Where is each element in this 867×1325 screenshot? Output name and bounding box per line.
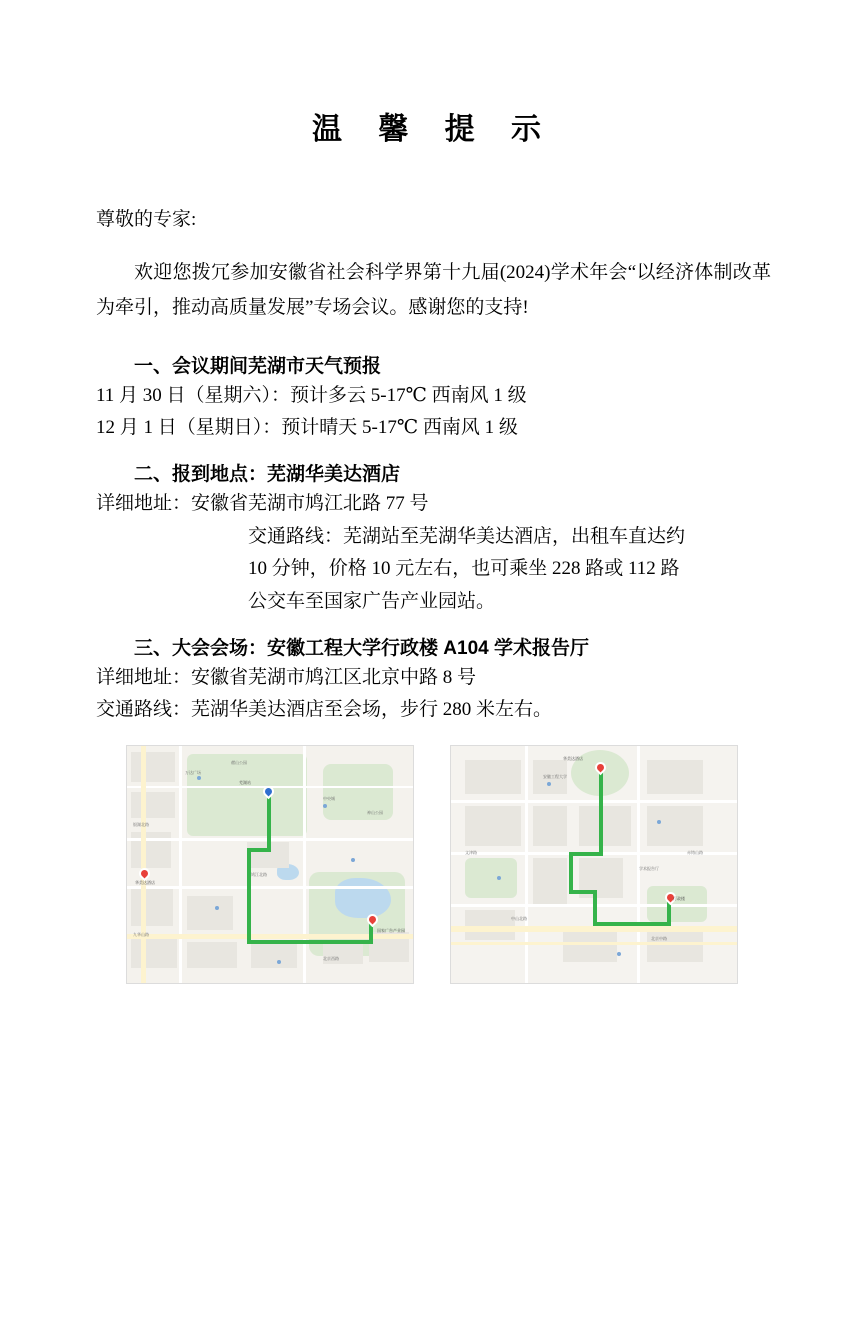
- map1-block: [251, 942, 297, 968]
- map1-label-2: 中央城: [323, 796, 335, 802]
- map1-block: [187, 942, 237, 968]
- map2-block: [647, 760, 703, 794]
- map2-block: [563, 932, 617, 962]
- map2-block: [533, 858, 567, 904]
- map2-label-7: 赤铸山路: [687, 850, 703, 856]
- map-route-hotel-to-venue: [450, 745, 738, 984]
- map1-label-0: 万达广场: [185, 770, 201, 776]
- section-heading-checkin: 二、报到地点：芜湖华美达酒店: [134, 464, 401, 486]
- weather-line-1: 11 月 30 日（星期六）：预计多云 5-17℃ 西南风 1 级: [96, 384, 527, 406]
- map1-route-segment: [247, 848, 251, 908]
- map1-road: [303, 746, 306, 983]
- checkin-route-1: 交通路线：芜湖站至芜湖华美达酒店，出租车直达约: [248, 525, 686, 547]
- map2-major-road: [451, 926, 737, 932]
- map1-water: [335, 878, 391, 918]
- map1-label-10: 华美达酒店: [135, 880, 155, 886]
- map2-label-0: 安徽工程大学: [543, 774, 567, 780]
- map2-route-segment: [599, 768, 603, 856]
- map2-label-6: 中山北路: [511, 916, 527, 922]
- map1-route-segment: [267, 792, 271, 850]
- map2-label-1: 北京中路: [651, 936, 667, 942]
- map1-label-9: 芜湖站: [239, 780, 251, 786]
- map1-label-7: 九华山路: [133, 932, 149, 938]
- venue-route: 交通路线：芜湖华美达酒店至会场，步行 280 米左右。: [96, 699, 553, 721]
- map2-block: [465, 910, 515, 940]
- map2-road: [451, 800, 737, 803]
- section-heading-venue: 三、大会会场：安徽工程大学行政楼 A104 学术报告厅: [134, 637, 589, 659]
- page-title: 温 馨 提 示: [311, 113, 555, 146]
- map2-label-5: 学术报告厅: [639, 866, 659, 872]
- map2-road: [525, 746, 528, 983]
- map1-label-3: 神山公园: [367, 810, 383, 816]
- map1-label-5: 北京西路: [323, 956, 339, 962]
- venue-address: 详细地址：安徽省芜湖市鸠江区北京中路 8 号: [96, 666, 477, 688]
- map1-block: [131, 752, 175, 782]
- map2-block: [647, 806, 703, 846]
- map1-road: [179, 746, 182, 983]
- weather-line-2: 12 月 1 日（星期日）：预计晴天 5-17℃ 西南风 1 级: [96, 417, 518, 439]
- map1-label-1: 鸠江北路: [251, 872, 267, 878]
- map1-label-6: 赭山公园: [231, 760, 247, 766]
- map1-label-8: 国家广告产业园: [377, 928, 405, 934]
- document-page: [0, 104, 867, 1325]
- salutation: 尊敬的专家:: [96, 209, 197, 230]
- map-route-station-to-hotel: [126, 745, 414, 984]
- map-images: [96, 745, 771, 984]
- map1-block: [131, 886, 173, 926]
- map1-label-4: 银湖北路: [133, 822, 149, 828]
- map1-route-segment: [247, 940, 373, 944]
- checkin-address: 详细地址：安徽省芜湖市鸠江北路 77 号: [96, 493, 429, 515]
- map2-route-segment: [569, 852, 573, 894]
- intro-paragraph: 欢迎您拨冗参加安徽省社会科学界第十九届(2024)学术年会“以经济体制改革为牵引，推动高质量发展”专场会议。感谢您的支持!: [96, 261, 771, 318]
- map1-block: [131, 938, 177, 968]
- map1-poi-dot: [351, 858, 355, 862]
- map2-block: [579, 806, 631, 846]
- map2-route-segment: [593, 922, 671, 926]
- map2-major-road: [451, 942, 737, 945]
- map1-road: [127, 886, 413, 889]
- map2-road: [637, 746, 640, 983]
- map1-route-segment: [247, 904, 251, 944]
- checkin-route-3: 公交车至国家广告产业园站。: [248, 591, 496, 613]
- map1-block: [131, 792, 175, 818]
- map2-block: [533, 806, 567, 846]
- checkin-route-2: 10 分钟，价格 10 元左右，也可乘坐 228 路或 112 路: [248, 558, 680, 580]
- map1-major-road: [141, 746, 146, 983]
- map2-green: [465, 858, 517, 898]
- map1-block: [187, 896, 233, 930]
- map2-poi-dot: [617, 952, 621, 956]
- section-heading-weather: 一、会议期间芜湖市天气预报: [134, 355, 382, 377]
- map2-block: [465, 760, 521, 794]
- map2-block: [465, 806, 521, 846]
- map2-route-segment: [569, 852, 603, 856]
- map1-park-area: [187, 754, 307, 836]
- map2-label-2: 行政楼: [673, 896, 685, 902]
- map2-label-3: 文津路: [465, 850, 477, 856]
- map2-route-segment: [593, 890, 597, 926]
- map2-label-4: 华美达酒店: [563, 756, 583, 762]
